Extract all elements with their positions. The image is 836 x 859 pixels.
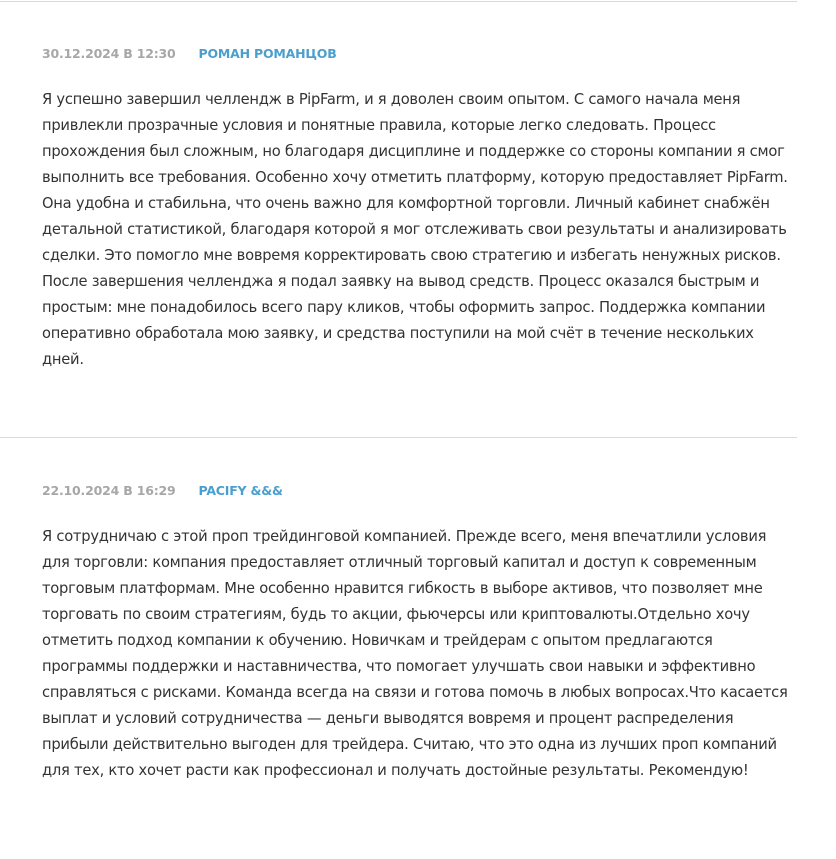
review-divider bbox=[0, 437, 797, 438]
review-item bbox=[42, 42, 798, 373]
review-item bbox=[42, 479, 798, 784]
review-meta bbox=[42, 42, 798, 64]
top-divider bbox=[0, 1, 797, 2]
review-text: Я успешно завершил челлендж в PipFarm, и я доволен своим опытом. С самого начала меня привлекли прозрачные условия и понятные правила, которые легко следовать. Процесс прохождения был сложным, но благодаря дисциплине и поддержке со стороны компании я смог выполнить все требования. Особенно хочу отметить платформу, которую предоставляет PipFarm. Она удобна и стабильна, что очень важно для комфортной торговли. Личный кабинет снабжён детальной статистикой, благодаря которой я мог отслеживать свои результаты и анализировать сделки. Это помогло мне вовремя корректировать свою стратегию и избегать ненужных рисков. После завершения челленджа я подал заявку на вывод средств. Процесс оказался быстрым и простым: мне понадобилось всего пару кликов, чтобы оформить запрос. Поддержка компании оперативно обработала мою заявку, и средства поступили на мой счёт в течение нескольких дней. bbox=[42, 91, 788, 368]
review-meta bbox=[42, 479, 798, 501]
review-author-link[interactable]: РОМАН РОМАНЦОВ bbox=[198, 45, 337, 61]
review-date: 22.10.2024 В 16:29 bbox=[42, 482, 176, 498]
review-text: Я сотрудничаю с этой проп трейдинговой компанией. Прежде всего, меня впечатлили условия для торговли: компания предоставляет отличный торговый капитал и доступ к современным торговым платформам. Мне особенно нравится гибкость в выборе активов, что позволяет мне торговать по своим стратегиям, будь то акции, фьючерсы или криптовалюты.Отдельно хочу отметить подход компании к обучению. Новичкам и трейдерам с опытом предлагаются программы поддержки и наставничества, что помогает улучшать свои навыки и эффективно справляться с рисками. Команда всегда на связи и готова помочь в любых вопросах.Что касается выплат и условий сотрудничества — деньги выводятся вовремя и процент распределения прибыли действительно выгоден для трейдера. Считаю, что это одна из лучших проп компаний для тех, кто хочет расти как профессионал и получать достойные результаты. Рекомендую! bbox=[42, 528, 788, 779]
review-author-link[interactable]: PACIFY &&& bbox=[198, 482, 283, 498]
review-date: 30.12.2024 В 12:30 bbox=[42, 45, 176, 61]
